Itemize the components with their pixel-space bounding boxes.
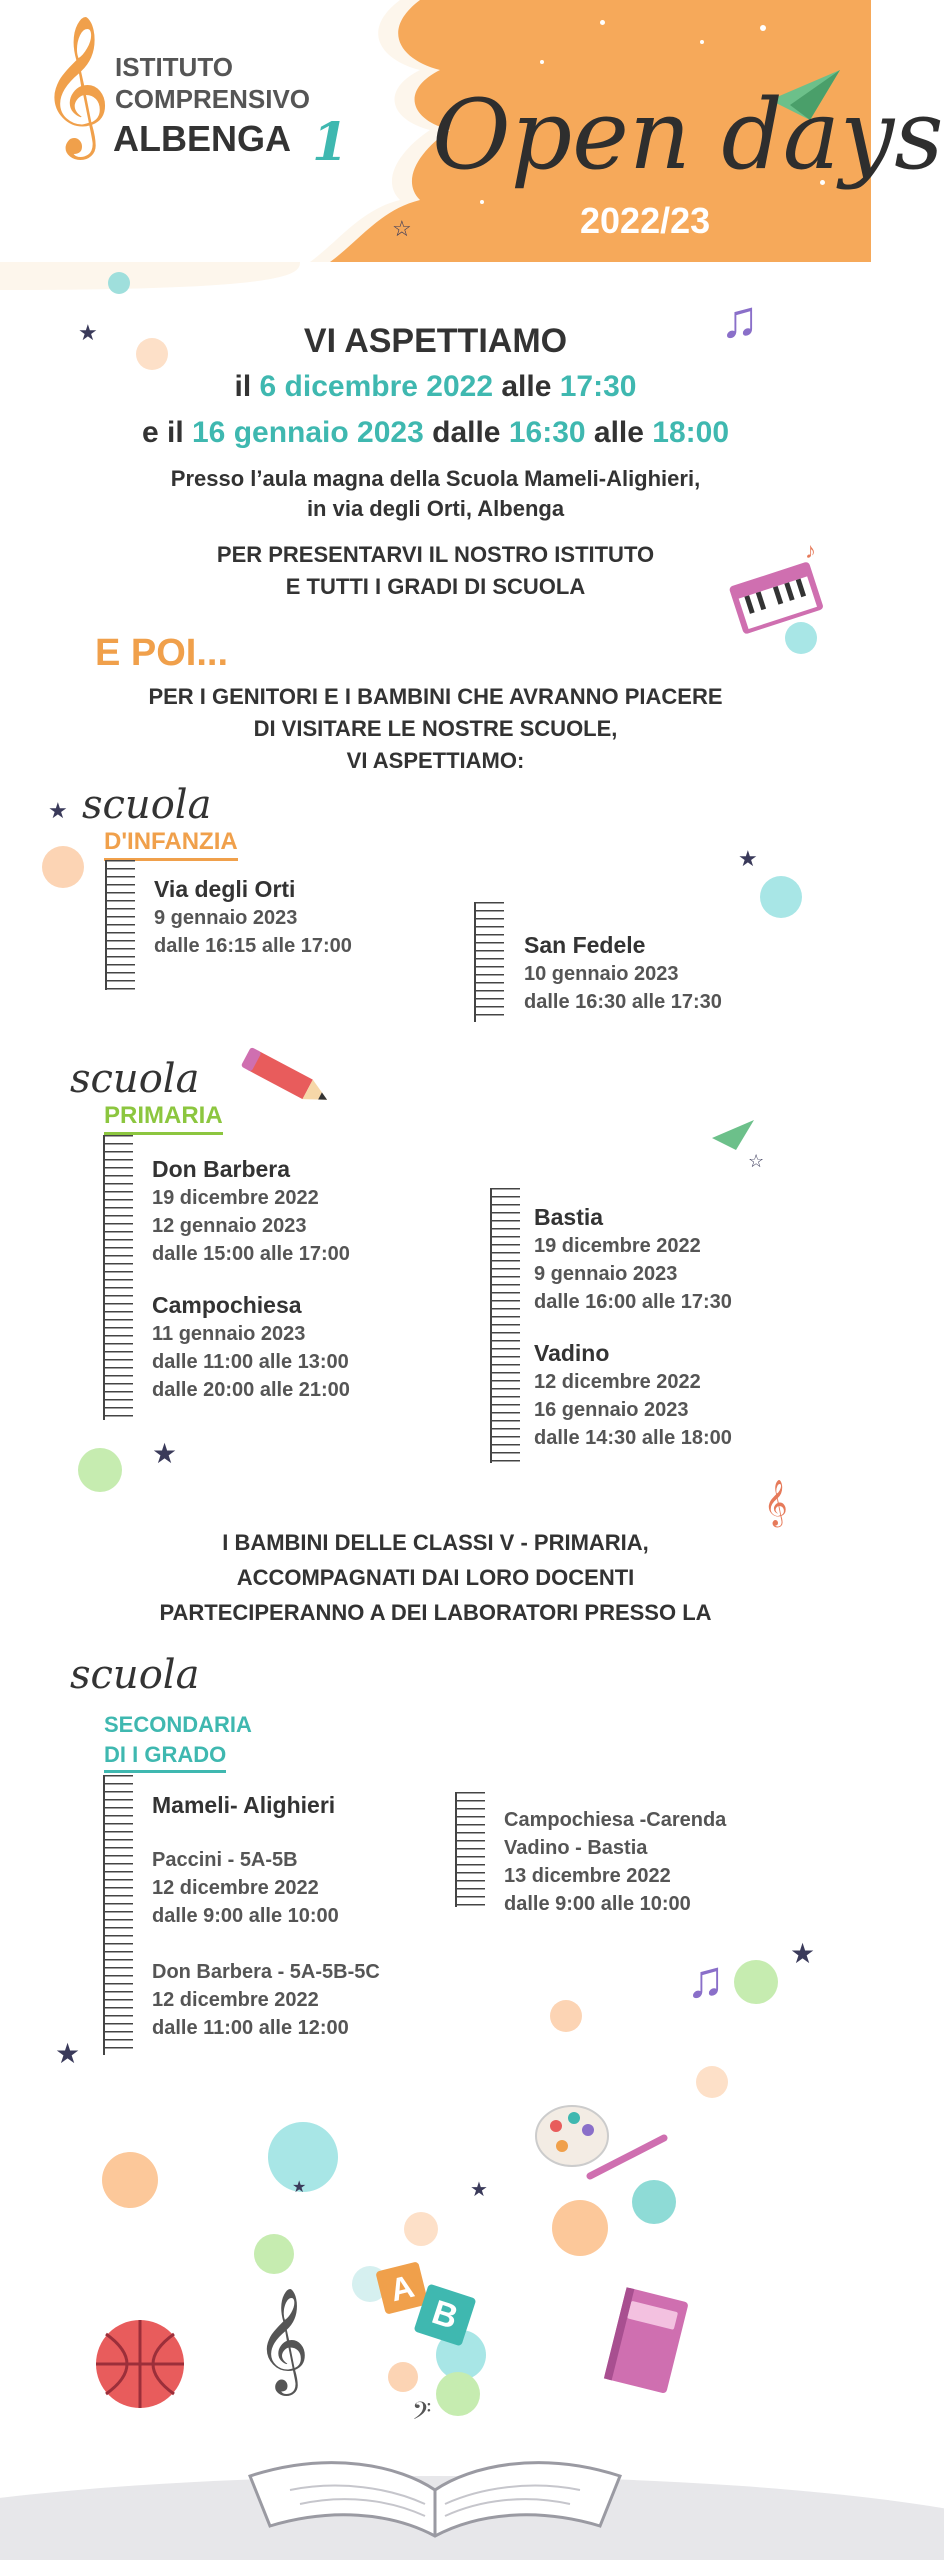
- primaria-left1-name: Don Barbera: [152, 1156, 291, 1182]
- secondaria-script: scuola: [70, 1652, 200, 1698]
- music-note-icon: ♫: [686, 1951, 725, 2009]
- infanzia-script: scuola: [82, 782, 212, 828]
- letter-block-a: A: [375, 2261, 428, 2314]
- star-icon: ★: [292, 2179, 307, 2196]
- open-book-icon: [0, 2380, 871, 2560]
- decor-dot: [550, 2000, 582, 2032]
- secondaria-left2-name: Don Barbera - 5A-5B-5C: [152, 1961, 380, 1983]
- secondaria-right-line3: 13 dicembre 2022: [504, 1865, 671, 1887]
- primaria-right2-line2: 16 gennaio 2023: [534, 1399, 689, 1421]
- intro-line2-date: 16 gennaio 2023: [192, 416, 424, 449]
- decor-dot: [734, 1960, 778, 2004]
- infanzia-label: D'INFANZIA: [104, 828, 238, 861]
- secondaria-label2: DI I GRADO: [104, 1742, 226, 1773]
- secondaria-left1-name: Paccini - 5A-5B: [152, 1849, 298, 1871]
- paint-palette-icon: [530, 2096, 670, 2192]
- sparkle-dot: [760, 25, 766, 31]
- secondaria-left-title: Mameli- Alighieri: [152, 1792, 336, 1818]
- primaria-left2-line1: 11 gennaio 2023: [152, 1323, 306, 1345]
- decor-dot: [552, 2200, 608, 2256]
- intro-line2: [0, 416, 871, 450]
- decor-dot: [42, 846, 84, 888]
- music-note-icon: 𝄞: [764, 1480, 788, 1526]
- intro-line2-mid1: dalle: [423, 416, 509, 449]
- primaria-right2-line1: 12 dicembre 2022: [534, 1371, 701, 1393]
- epoi-title: E POI...: [95, 632, 229, 674]
- decor-dot: [404, 2212, 438, 2246]
- notice-line3: PARTECIPERANNO A DEI LABORATORI PRESSO LA: [159, 1600, 712, 1625]
- star-icon: ★: [48, 798, 68, 823]
- intro-place1: Presso l’aula magna della Scuola Mameli-Alighieri,: [170, 466, 701, 491]
- intro-line1-date: 6 dicembre 2022: [259, 370, 494, 403]
- star-icon: ★: [470, 2179, 488, 2201]
- sparkle-dot: [540, 60, 544, 64]
- infanzia-right-name: San Fedele: [524, 932, 646, 958]
- primaria-right2-name: Vadino: [534, 1340, 610, 1366]
- primaria-left2-name: Campochiesa: [152, 1292, 302, 1318]
- secondaria-left1-line2: dalle 9:00 alle 10:00: [152, 1905, 339, 1927]
- star-icon: ★: [78, 320, 98, 345]
- star-icon: ☆: [748, 1151, 765, 1171]
- intro-line1-mid: alle: [493, 370, 560, 403]
- pencil-icon: [240, 1045, 340, 1115]
- decor-dot: [254, 2234, 294, 2274]
- intro-line1: [0, 370, 871, 404]
- intro-line2-pre: e il: [141, 416, 192, 449]
- ruler-decor: [455, 1792, 485, 1907]
- infanzia-left-line2: dalle 16:15 alle 17:00: [154, 935, 352, 957]
- music-note-icon: 𝄢: [412, 2398, 432, 2431]
- logo-line3: ALBENGA: [113, 118, 291, 159]
- music-note-icon: ♫: [720, 291, 759, 349]
- epoi-line2: DI VISITARE LE NOSTRE SCUOLE,: [253, 716, 618, 741]
- header: [0, 0, 944, 300]
- primaria-right1-line2: 9 gennaio 2023: [534, 1263, 678, 1285]
- primaria-left1-line3: dalle 15:00 alle 17:00: [152, 1243, 350, 1265]
- music-note-icon: ♪: [805, 538, 816, 563]
- logo-line1: ISTITUTO: [115, 52, 233, 82]
- logo-number: 1: [312, 112, 349, 173]
- star-icon: ★: [152, 1438, 178, 1469]
- secondaria-right-line4: dalle 9:00 alle 10:00: [504, 1893, 691, 1915]
- star-icon: ★: [738, 846, 758, 871]
- ruler-decor: [105, 860, 135, 990]
- intro-line2-time2: 18:00: [652, 416, 730, 449]
- primaria-script: scuola: [70, 1056, 200, 1102]
- infanzia-right-line1: 10 gennaio 2023: [524, 963, 679, 985]
- intro-purpose2: E TUTTI I GRADI DI SCUOLA: [285, 574, 586, 599]
- decor-dot: [108, 272, 130, 294]
- decor-dot: [102, 2152, 158, 2208]
- ruler-decor: [103, 1775, 133, 2055]
- secondaria-left2-line1: 12 dicembre 2022: [152, 1989, 319, 2011]
- intro-line1-time: 17:30: [559, 370, 637, 403]
- header-year: 2022/23: [580, 200, 711, 241]
- decor-dot: [785, 622, 817, 654]
- header-title: Open days: [432, 79, 944, 191]
- secondaria-left2-line2: dalle 11:00 alle 12:00: [152, 2017, 349, 2039]
- intro-purpose1: PER PRESENTARVI IL NOSTRO ISTITUTO: [216, 542, 655, 567]
- treble-clef-icon: 𝄞: [256, 2287, 310, 2392]
- intro-line2-mid2: alle: [585, 416, 653, 449]
- infanzia-left-name: Via degli Orti: [154, 876, 296, 902]
- sparkle-dot: [700, 40, 704, 44]
- primaria-right1-name: Bastia: [534, 1204, 604, 1230]
- treble-clef-icon: 𝄞: [40, 15, 111, 154]
- logo-line2: COMPRENSIVO: [115, 84, 311, 114]
- star-icon: ☆: [392, 216, 412, 241]
- epoi-line3: VI ASPETTIAMO:: [346, 748, 525, 773]
- primaria-right1-line3: dalle 16:00 alle 17:30: [534, 1291, 732, 1313]
- notice-line2: ACCOMPAGNATI DAI LORO DOCENTI: [236, 1565, 635, 1590]
- primaria-left2-line3: dalle 20:00 alle 21:00: [152, 1379, 350, 1401]
- primaria-left1-line1: 19 dicembre 2022: [152, 1187, 319, 1209]
- secondaria-left1-line1: 12 dicembre 2022: [152, 1877, 319, 1899]
- sparkle-dot: [480, 200, 484, 204]
- intro-line2-time1: 16:30: [508, 416, 586, 449]
- intro-heading: VI ASPETTIAMO: [303, 322, 568, 360]
- infanzia-left-line1: 9 gennaio 2023: [154, 907, 298, 929]
- intro-place2: in via degli Orti, Albenga: [306, 496, 565, 521]
- star-icon: ★: [55, 2038, 81, 2069]
- decor-dot: [760, 876, 802, 918]
- paper-plane-icon: [712, 1120, 754, 1152]
- notice-line1: I BAMBINI DELLE CLASSI V - PRIMARIA,: [222, 1530, 649, 1555]
- primaria-left1-line2: 12 gennaio 2023: [152, 1215, 307, 1237]
- secondaria-right-line1: Campochiesa -Carenda: [504, 1809, 727, 1831]
- secondaria-right-line2: Vadino - Bastia: [504, 1837, 648, 1859]
- primaria-left2-line2: dalle 11:00 alle 13:00: [152, 1351, 349, 1373]
- secondaria-label1: SECONDARIA: [104, 1712, 252, 1737]
- ruler-decor: [103, 1135, 133, 1420]
- primaria-right2-line3: dalle 14:30 alle 18:00: [534, 1427, 732, 1449]
- letter-block-b: B: [413, 2283, 476, 2346]
- infanzia-right-line2: dalle 16:30 alle 17:30: [524, 991, 722, 1013]
- epoi-line1: PER I GENITORI E I BAMBINI CHE AVRANNO PIACERE: [148, 684, 723, 709]
- ruler-decor: [490, 1188, 520, 1463]
- primaria-right1-line1: 19 dicembre 2022: [534, 1235, 701, 1257]
- star-icon: ★: [790, 1938, 816, 1969]
- decor-dot: [696, 2066, 728, 2098]
- sparkle-dot: [600, 20, 605, 25]
- primaria-label: PRIMARIA: [104, 1102, 223, 1135]
- ruler-decor: [474, 902, 504, 1022]
- decor-dot: [78, 1448, 122, 1492]
- intro-line1-pre: il: [234, 370, 260, 403]
